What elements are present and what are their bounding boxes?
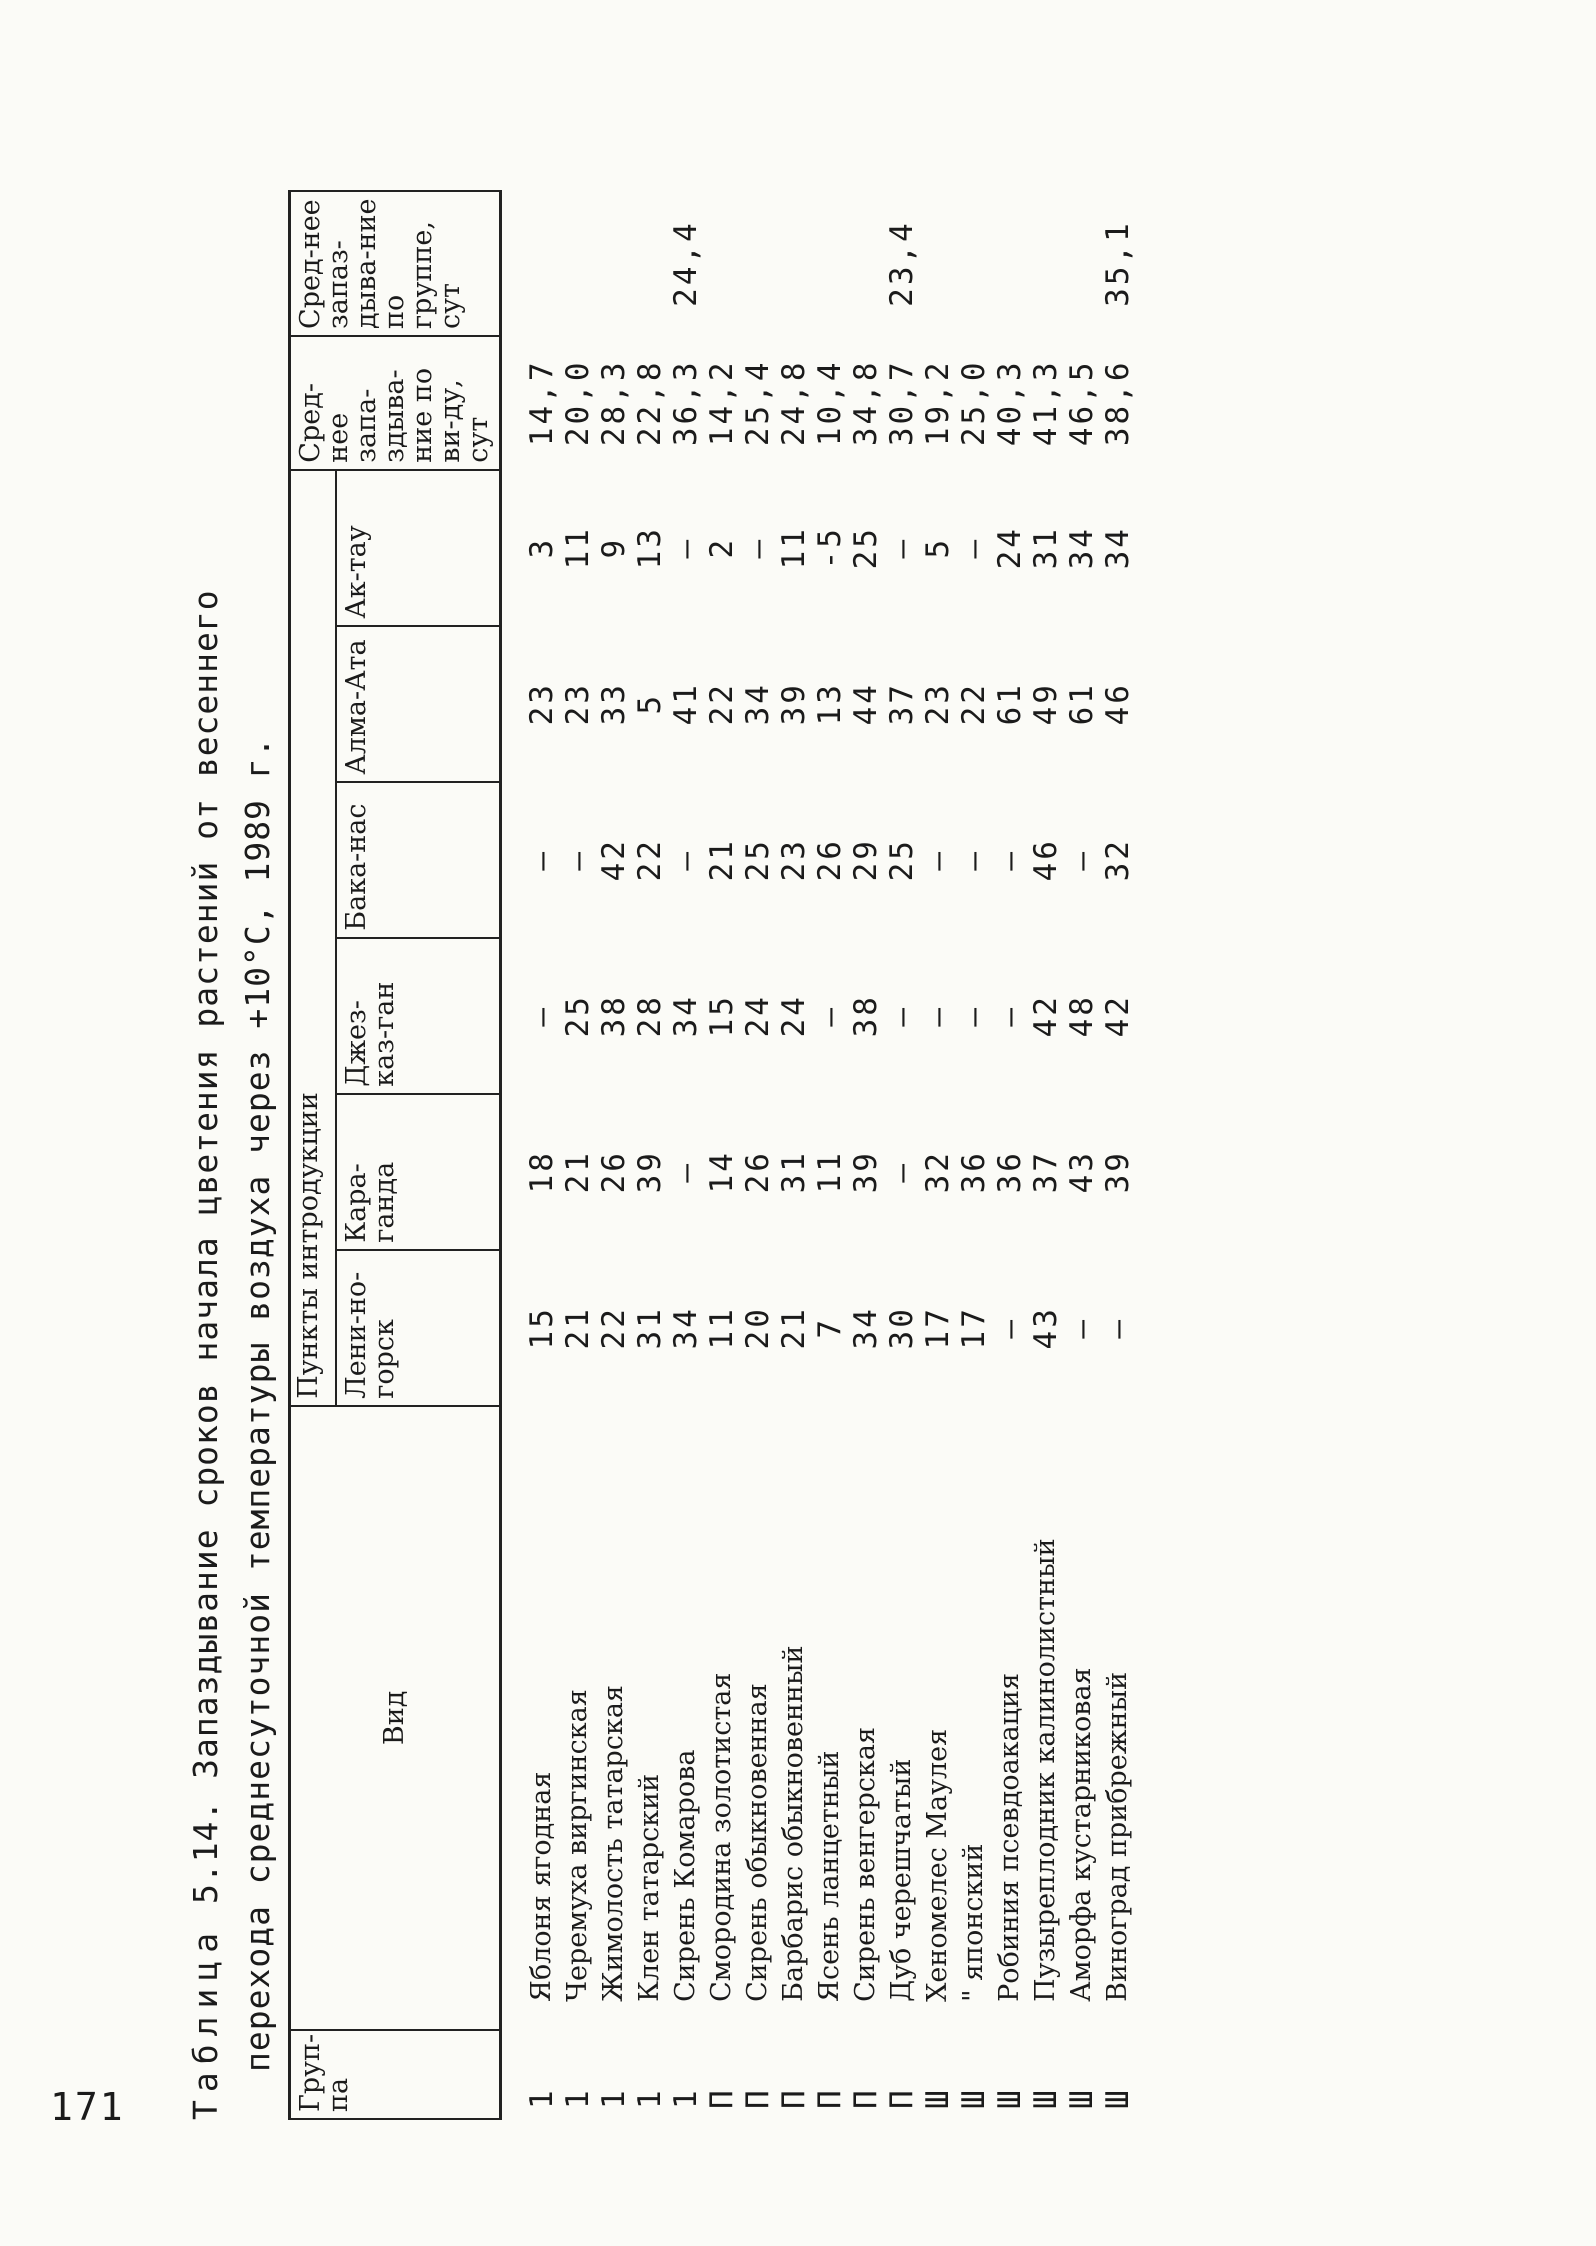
- row-value: 38: [848, 994, 884, 1038]
- row-value: 37: [1028, 1150, 1064, 1194]
- row-group: 1: [596, 2087, 632, 2109]
- row-value: 34: [740, 682, 776, 726]
- row-group: Ш: [956, 2087, 992, 2109]
- row-value: –: [524, 848, 560, 871]
- row-species: Сирень венгерская: [850, 1726, 881, 2002]
- caption-label: Таблица: [186, 1924, 225, 2120]
- row-value: 39: [1100, 1150, 1136, 1194]
- row-group: 1: [632, 2087, 668, 2109]
- row-value: 23: [524, 682, 560, 726]
- row-value: 61: [1064, 682, 1100, 726]
- row-value: 34: [848, 1306, 884, 1350]
- row-value: 29: [848, 838, 884, 882]
- row-value: 22: [632, 838, 668, 882]
- row-value: 25: [848, 526, 884, 570]
- row-value: 34: [1064, 526, 1100, 570]
- row-value: –: [992, 1316, 1028, 1339]
- row-avg-species: 25,4: [740, 359, 776, 447]
- row-value: 14: [704, 1150, 740, 1194]
- row-value: 38: [596, 994, 632, 1038]
- row-species: " японский: [958, 1843, 989, 2002]
- row-avg-group: [740, 191, 776, 336]
- row-group: П: [848, 2087, 884, 2109]
- row-avg-group: 35,1: [1100, 220, 1136, 307]
- row-species: Черемуха виргинская: [562, 1689, 593, 2002]
- row-value: –: [560, 848, 596, 871]
- row-value: –: [740, 536, 776, 559]
- row-value: 34: [668, 1306, 704, 1350]
- row-value: 22: [596, 1306, 632, 1350]
- row-species: Хеномелес Маулея: [922, 1728, 953, 2002]
- row-value: 25: [740, 838, 776, 882]
- header-location: Лени-но-горск: [336, 1250, 501, 1406]
- row-species: Сирень обыкновенная: [742, 1683, 773, 2002]
- row-value: 21: [704, 838, 740, 882]
- row-value: –: [992, 848, 1028, 871]
- data-table: [288, 190, 1136, 2120]
- table-row: [740, 191, 776, 2119]
- row-value: –: [1064, 848, 1100, 871]
- table-row: [668, 191, 704, 2119]
- table-row: [1064, 191, 1100, 2119]
- row-value: 36: [956, 1150, 992, 1194]
- row-value: 23: [920, 682, 956, 726]
- row-value: 26: [596, 1150, 632, 1194]
- row-value: 39: [776, 682, 812, 726]
- row-value: 24: [740, 994, 776, 1038]
- row-value: 17: [956, 1306, 992, 1350]
- row-value: –: [884, 536, 920, 559]
- table-row: [776, 191, 812, 2119]
- row-value: 13: [812, 682, 848, 726]
- row-avg-group: [596, 191, 632, 336]
- row-value: 39: [848, 1150, 884, 1194]
- row-value: 21: [560, 1306, 596, 1350]
- row-value: 21: [560, 1150, 596, 1194]
- row-value: 34: [668, 994, 704, 1038]
- row-value: 21: [776, 1306, 812, 1350]
- caption-number: 5.14.: [186, 1799, 225, 1905]
- table-row: [1100, 191, 1136, 2119]
- row-group: П: [776, 2087, 812, 2109]
- header-avg-species: Сред-нее запа-здыва-ние по ви-ду, сут: [290, 336, 501, 470]
- row-value: 9: [596, 536, 632, 559]
- row-group: Ш: [1028, 2087, 1064, 2109]
- row-species: Клен татарский: [634, 1773, 665, 2002]
- row-avg-group: [1064, 191, 1100, 336]
- row-value: –: [920, 848, 956, 871]
- row-value: 2: [704, 536, 740, 559]
- row-value: 17: [920, 1306, 956, 1350]
- row-value: 43: [1028, 1306, 1064, 1350]
- row-value: 11: [560, 526, 596, 570]
- header-species: Вид: [290, 1406, 501, 2030]
- row-group: П: [704, 2087, 740, 2109]
- header-group: Груп-па: [290, 2030, 501, 2119]
- row-avg-group: [848, 191, 884, 336]
- row-species: Яблоня ягодная: [526, 1771, 557, 2002]
- row-species: Пузыреплодник калинолистный: [1030, 1538, 1061, 2002]
- row-value: –: [884, 1004, 920, 1027]
- row-species: Аморфа кустарниковая: [1066, 1667, 1097, 2002]
- row-value: 3: [524, 536, 560, 559]
- row-value: 39: [632, 1150, 668, 1194]
- row-avg-group: [812, 191, 848, 336]
- table-row: [848, 191, 884, 2119]
- row-value: 25: [560, 994, 596, 1038]
- row-group: 1: [560, 2087, 596, 2109]
- row-value: 31: [1028, 526, 1064, 570]
- row-value: 26: [740, 1150, 776, 1194]
- row-group: П: [740, 2087, 776, 2109]
- row-avg-species: 14,2: [704, 359, 740, 447]
- row-value: 18: [524, 1150, 560, 1194]
- table-caption: [180, 160, 284, 2120]
- row-value: 26: [812, 838, 848, 882]
- row-species: Смородина золотистая: [706, 1672, 737, 2002]
- row-avg-species: 24,8: [776, 359, 812, 447]
- row-value: -5: [812, 526, 848, 570]
- row-value: 32: [1100, 838, 1136, 882]
- row-avg-species: 40,3: [992, 359, 1028, 447]
- row-value: 5: [920, 536, 956, 559]
- table-row: [596, 191, 632, 2119]
- table-body: [501, 191, 1137, 2119]
- header-location: Джез-каз-ган: [336, 938, 501, 1094]
- row-avg-species: 25,0: [956, 359, 992, 447]
- row-group: Ш: [992, 2087, 1028, 2109]
- header-location: Ак-тау: [336, 470, 501, 626]
- row-value: –: [812, 1004, 848, 1027]
- row-value: 44: [848, 682, 884, 726]
- row-value: 5: [632, 692, 668, 715]
- row-value: 37: [884, 682, 920, 726]
- row-value: 23: [560, 682, 596, 726]
- rotated-table-sheet: [180, 120, 1340, 2120]
- row-avg-group: [560, 191, 596, 336]
- row-avg-group: [992, 191, 1028, 336]
- row-species: Ясень ланцетный: [814, 1750, 845, 2002]
- row-species: Сирень Комарова: [670, 1749, 701, 2002]
- row-value: –: [524, 1004, 560, 1027]
- row-value: 49: [1028, 682, 1064, 726]
- table-row: [560, 191, 596, 2119]
- row-value: 30: [884, 1306, 920, 1350]
- row-avg-group: [1028, 191, 1064, 336]
- row-value: –: [884, 1160, 920, 1183]
- row-value: 61: [992, 682, 1028, 726]
- row-value: 28: [632, 994, 668, 1038]
- row-value: –: [1064, 1316, 1100, 1339]
- row-value: 25: [884, 838, 920, 882]
- row-value: 11: [704, 1306, 740, 1350]
- row-value: 11: [812, 1150, 848, 1194]
- row-value: 46: [1028, 838, 1064, 882]
- row-value: –: [1100, 1316, 1136, 1339]
- row-value: 22: [956, 682, 992, 726]
- page-number: 171: [50, 2085, 125, 2129]
- row-avg-species: 22,8: [632, 359, 668, 447]
- row-value: –: [956, 536, 992, 559]
- row-avg-group: [704, 191, 740, 336]
- row-group: Ш: [1064, 2087, 1100, 2109]
- row-value: 24: [992, 526, 1028, 570]
- header-points: Пункты интродукции: [290, 470, 337, 1406]
- row-group: Ш: [1100, 2087, 1136, 2109]
- row-value: –: [668, 1160, 704, 1183]
- row-value: 24: [776, 994, 812, 1038]
- row-species: Виноград прибрежный: [1102, 1671, 1133, 2002]
- row-species: Дуб черешчатый: [886, 1758, 917, 2002]
- row-avg-group: [776, 191, 812, 336]
- row-value: 11: [776, 526, 812, 570]
- header-location: Кара-ганда: [336, 1094, 501, 1250]
- row-value: 31: [632, 1306, 668, 1350]
- row-value: 32: [920, 1150, 956, 1194]
- row-group: П: [812, 2087, 848, 2109]
- row-value: 48: [1064, 994, 1100, 1038]
- row-avg-species: 41,3: [1028, 359, 1064, 447]
- row-avg-species: 20,0: [560, 359, 596, 447]
- row-avg-group: [920, 191, 956, 336]
- row-value: 13: [632, 526, 668, 570]
- row-group: 1: [524, 2087, 560, 2109]
- caption-line1: Запаздывание сроков начала цветения растений от весеннего: [186, 589, 225, 1779]
- row-group: П: [884, 2087, 920, 2109]
- table-row: [501, 191, 561, 2119]
- row-species: Жимолость татарская: [598, 1685, 629, 2002]
- row-value: 22: [704, 682, 740, 726]
- table-row: [632, 191, 668, 2119]
- row-group: Ш: [920, 2087, 956, 2109]
- row-avg-group: 23,4: [884, 220, 920, 307]
- row-value: 42: [1100, 994, 1136, 1038]
- table-row: [812, 191, 848, 2119]
- row-avg-group: [956, 191, 992, 336]
- row-value: –: [920, 1004, 956, 1027]
- row-avg-group: 24,4: [668, 220, 704, 307]
- row-avg-species: 34,8: [848, 359, 884, 447]
- table-header: [290, 191, 501, 2119]
- row-avg-group: [632, 191, 668, 336]
- header-location: Бака-нас: [336, 782, 501, 938]
- row-avg-species: 30,7: [884, 359, 920, 447]
- row-species: Робиния псевдоакация: [994, 1672, 1025, 2002]
- row-value: 7: [812, 1316, 848, 1339]
- row-value: 31: [776, 1150, 812, 1194]
- caption-line2: перехода среднесуточной температуры воздуха через +10°С, 1989 г.: [238, 736, 277, 2072]
- row-value: 15: [524, 1306, 560, 1350]
- row-avg-species: 19,2: [920, 359, 956, 447]
- row-avg-species: 28,3: [596, 359, 632, 447]
- row-value: 33: [596, 682, 632, 726]
- row-value: 20: [740, 1306, 776, 1350]
- table-row: [1028, 191, 1064, 2119]
- row-avg-species: 14,7: [524, 359, 560, 447]
- row-avg-species: 10,4: [812, 359, 848, 447]
- row-avg-group: [501, 191, 561, 336]
- row-species: Барбарис обыкновенный: [778, 1645, 809, 2002]
- row-value: 23: [776, 838, 812, 882]
- row-value: 34: [1100, 526, 1136, 570]
- row-value: –: [956, 848, 992, 871]
- header-location: Алма-Ата: [336, 626, 501, 782]
- row-value: 36: [992, 1150, 1028, 1194]
- row-value: 41: [668, 682, 704, 726]
- row-value: –: [668, 536, 704, 559]
- table-row: [704, 191, 740, 2119]
- table-row: [920, 191, 956, 2119]
- row-avg-species: 38,6: [1100, 359, 1136, 447]
- row-value: 42: [1028, 994, 1064, 1038]
- row-value: 15: [704, 994, 740, 1038]
- row-value: 42: [596, 838, 632, 882]
- header-avg-group: Сред-нее запаз-дыва-ние по группе, сут: [290, 191, 501, 336]
- row-value: 43: [1064, 1150, 1100, 1194]
- table-row: [884, 191, 920, 2119]
- row-value: –: [668, 848, 704, 871]
- row-value: –: [992, 1004, 1028, 1027]
- row-avg-species: 46,5: [1064, 359, 1100, 447]
- row-value: 46: [1100, 682, 1136, 726]
- table-row: [992, 191, 1028, 2119]
- table-row: [956, 191, 992, 2119]
- row-avg-species: 36,3: [668, 359, 704, 447]
- row-value: –: [956, 1004, 992, 1027]
- row-group: 1: [668, 2087, 704, 2109]
